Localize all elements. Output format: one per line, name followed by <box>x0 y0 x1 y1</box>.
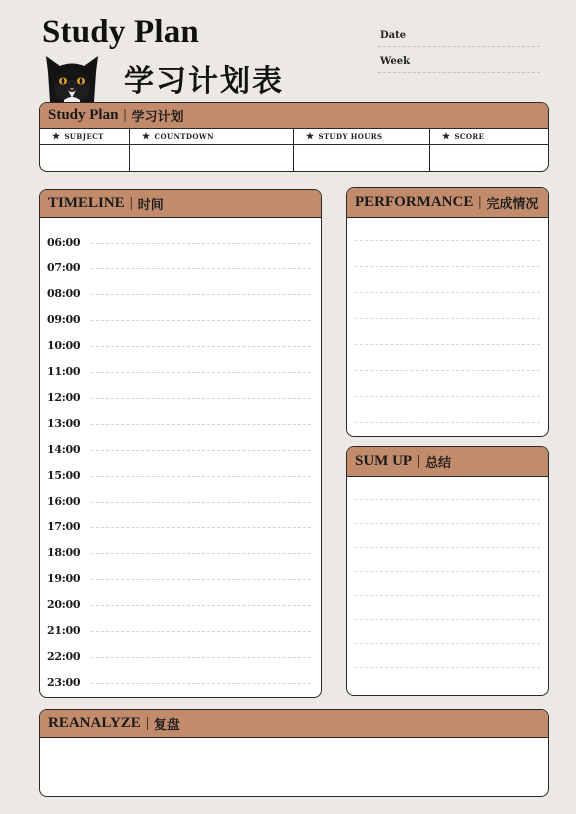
writing-line <box>355 547 540 548</box>
time-label: 14:00 <box>47 442 81 456</box>
writing-line <box>355 667 540 668</box>
time-label: 23:00 <box>47 675 81 689</box>
date-field-line[interactable] <box>378 46 540 47</box>
study-plan-title: Study Plan <box>48 107 119 123</box>
week-field-line[interactable] <box>378 72 540 73</box>
timeline-row[interactable] <box>47 307 311 333</box>
timeline-row[interactable] <box>47 229 311 255</box>
separator: | <box>145 715 149 731</box>
time-entry-line <box>91 398 311 399</box>
black-cat-icon <box>44 54 100 104</box>
subject-cell[interactable] <box>40 145 130 172</box>
writing-line <box>355 643 540 644</box>
page-title-chinese: 学习计划表 <box>124 64 284 99</box>
time-label: 11:00 <box>47 365 81 378</box>
week-label: Week <box>380 56 411 67</box>
time-entry-line <box>91 657 311 658</box>
writing-line <box>355 318 540 319</box>
time-entry-line <box>91 553 311 554</box>
timeline-row[interactable] <box>47 255 311 281</box>
sum-up-writing-area[interactable] <box>347 477 548 696</box>
timeline-row[interactable] <box>47 436 311 462</box>
star-icon: ★ <box>306 132 315 142</box>
time-entry-line <box>91 424 311 425</box>
study-plan-entry-row <box>40 145 548 172</box>
timeline-panel <box>39 189 322 698</box>
reanalyze-panel <box>39 709 549 797</box>
time-entry-line <box>91 294 311 295</box>
timeline-title: TIMELINE <box>48 195 125 211</box>
page-title: Study Plan <box>42 14 199 50</box>
writing-line <box>355 344 540 345</box>
timeline-row[interactable] <box>47 540 311 566</box>
writing-line <box>355 292 540 293</box>
timeline-row[interactable] <box>47 514 311 540</box>
timeline-row[interactable] <box>47 359 311 385</box>
time-entry-line <box>91 579 311 580</box>
column-label: STUDY HOURS <box>318 132 383 141</box>
timeline-row[interactable] <box>47 281 311 307</box>
timeline-row[interactable] <box>47 643 311 669</box>
separator: | <box>129 195 133 211</box>
time-entry-line <box>91 605 311 606</box>
sum-up-panel <box>346 446 549 696</box>
column-score <box>430 129 548 144</box>
time-entry-line <box>91 372 311 373</box>
time-label: 19:00 <box>47 572 81 586</box>
timeline-row[interactable] <box>47 566 311 592</box>
time-entry-line <box>91 476 311 477</box>
time-label: 17:00 <box>47 520 81 534</box>
performance-writing-area[interactable] <box>347 218 548 437</box>
time-label: 09:00 <box>47 313 81 327</box>
writing-line <box>355 499 540 500</box>
timeline-row[interactable] <box>47 384 311 410</box>
timeline-row[interactable] <box>47 410 311 436</box>
timeline-row[interactable] <box>47 669 311 695</box>
writing-line <box>355 595 540 596</box>
score-cell[interactable] <box>430 145 548 172</box>
time-entry-line <box>91 683 311 684</box>
time-entry-line <box>91 502 311 503</box>
separator: | <box>123 107 127 123</box>
timeline-header <box>40 190 321 218</box>
sum-up-header <box>347 447 548 477</box>
column-countdown <box>130 129 294 144</box>
writing-line <box>355 240 540 241</box>
reanalyze-title-chinese: 复盘 <box>153 718 180 733</box>
timeline-row[interactable] <box>47 592 311 618</box>
time-label: 06:00 <box>47 235 81 249</box>
column-label: SCORE <box>454 132 485 141</box>
study-plan-columns <box>40 129 548 145</box>
sum-up-title: SUM UP <box>355 453 413 469</box>
star-icon: ★ <box>52 132 61 142</box>
study-hours-cell[interactable] <box>294 145 430 172</box>
star-icon: ★ <box>442 132 451 142</box>
timeline-row[interactable] <box>47 333 311 359</box>
date-label: Date <box>380 30 407 41</box>
time-label: 16:00 <box>47 494 81 508</box>
time-entry-line <box>91 346 311 347</box>
performance-header <box>347 188 548 218</box>
reanalyze-title: REANALYZE <box>48 715 141 731</box>
time-label: 07:00 <box>47 261 81 275</box>
time-label: 08:00 <box>47 287 81 301</box>
time-entry-line <box>91 268 311 269</box>
column-label: COUNTDOWN <box>154 132 214 141</box>
time-label: 15:00 <box>47 468 81 482</box>
reanalyze-writing-area[interactable] <box>40 738 548 794</box>
time-label: 13:00 <box>47 416 81 430</box>
timeline-row[interactable] <box>47 462 311 488</box>
writing-line <box>355 370 540 371</box>
timeline-title-chinese: 时间 <box>137 198 164 213</box>
writing-line <box>355 422 540 423</box>
time-label: 12:00 <box>47 390 81 404</box>
countdown-cell[interactable] <box>130 145 294 172</box>
time-label: 21:00 <box>47 624 81 637</box>
sum-up-title-chinese: 总结 <box>425 456 452 471</box>
time-entry-line <box>91 243 311 244</box>
writing-line <box>355 619 540 620</box>
timeline-row[interactable] <box>47 618 311 644</box>
timeline-row[interactable] <box>47 488 311 514</box>
performance-panel <box>346 187 549 437</box>
column-label: SUBJECT <box>64 132 104 141</box>
column-study-hours <box>294 129 430 144</box>
separator: | <box>417 453 421 469</box>
star-icon: ★ <box>142 132 151 142</box>
column-subject <box>40 129 130 144</box>
performance-title: PERFORMANCE <box>355 194 474 210</box>
study-plan-title-chinese: 学习计划 <box>131 110 184 125</box>
time-label: 18:00 <box>47 546 81 560</box>
writing-line <box>355 523 540 524</box>
time-entry-line <box>91 320 311 321</box>
time-label: 10:00 <box>47 339 81 353</box>
writing-line <box>355 266 540 267</box>
time-entry-line <box>91 527 311 528</box>
time-entry-line <box>91 631 311 632</box>
writing-line <box>355 571 540 572</box>
separator: | <box>478 194 482 210</box>
reanalyze-header <box>40 710 548 738</box>
study-plan-header <box>40 103 548 129</box>
time-label: 22:00 <box>47 649 81 663</box>
writing-line <box>355 396 540 397</box>
time-entry-line <box>91 450 311 451</box>
study-plan-panel <box>39 102 549 172</box>
time-label: 20:00 <box>47 598 81 612</box>
performance-title-chinese: 完成情况 <box>486 197 539 212</box>
